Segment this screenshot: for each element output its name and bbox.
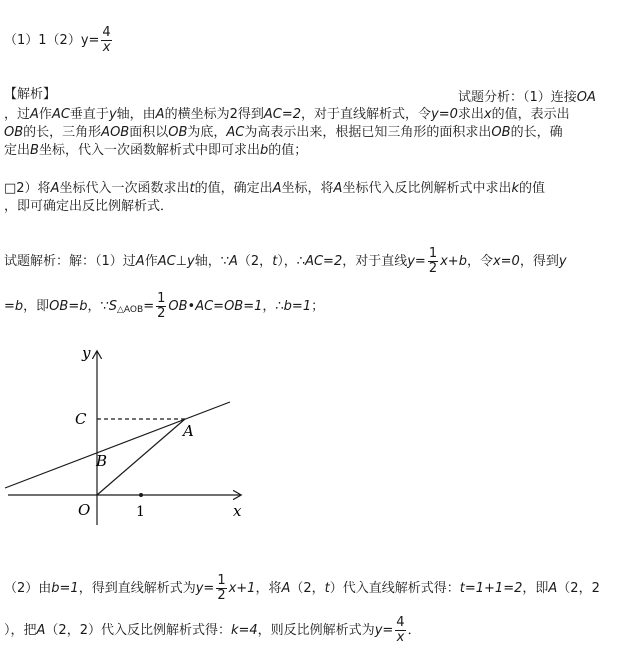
fraction-denominator: 2 <box>217 588 226 603</box>
t: 坐标代入反比例解析式中求出 <box>342 181 512 196</box>
tick-point <box>139 493 143 497</box>
var-OB: OB <box>4 125 24 140</box>
solution-part2-line-2 <box>4 616 421 645</box>
t: 的值，确定出 <box>194 181 273 196</box>
var-A: A <box>272 181 282 196</box>
point-b-label: B <box>96 452 108 470</box>
answer-text: （1）1（2）y= <box>4 33 100 48</box>
var-B: B <box>30 143 39 158</box>
analysis-heading: 【解析】 <box>4 87 57 102</box>
intro-text: 试题分析：（1）连接 <box>458 90 577 105</box>
analysis-intro <box>458 86 596 105</box>
t: （2， <box>290 581 325 596</box>
answer-line <box>4 26 114 55</box>
t: 轴，∵ <box>194 254 229 269</box>
t: 的值； <box>268 143 308 158</box>
analysis-line-4 <box>4 142 307 160</box>
coordinate-figure <box>0 340 260 530</box>
var-S: S <box>108 299 118 314</box>
eq-b1: b=1 <box>51 581 79 596</box>
var-AC: AC <box>157 254 176 269</box>
fraction-numerator: 4 <box>396 615 405 630</box>
t: 坐标代入一次函数求出 <box>59 181 190 196</box>
t: 的横坐标为2得到 <box>164 107 264 122</box>
var-t: t <box>272 254 278 269</box>
fraction-numerator: 1 <box>428 246 438 261</box>
eq-AC2: AC=2 <box>263 107 301 122</box>
t: ； <box>311 299 325 314</box>
fraction-numerator: 4 <box>102 25 111 40</box>
t: 作 <box>38 107 52 122</box>
t: 面积以 <box>129 125 169 140</box>
point-c-label: C <box>75 410 87 428</box>
t: ，过 <box>4 107 31 122</box>
var-A: A <box>30 107 39 122</box>
expr: x+b <box>440 254 467 269</box>
t: ，得到直线解析式为 <box>78 581 196 596</box>
analysis-line-3 <box>4 124 563 142</box>
expr: x+1 <box>228 581 256 596</box>
t: ），把 <box>4 623 37 638</box>
var-OB: OB <box>168 125 188 140</box>
t: 的值 <box>518 181 545 196</box>
var-y: y <box>108 107 117 122</box>
t: （2，2 <box>557 581 600 596</box>
var-A: A <box>548 581 558 596</box>
expr: =b <box>4 299 24 314</box>
subscript-AOB: △AOB <box>117 305 144 315</box>
line-ab <box>5 402 230 488</box>
eq-k4: k=4 <box>230 623 258 638</box>
var-A: A <box>36 623 46 638</box>
fraction-denominator: 2 <box>428 261 438 276</box>
var-AOB: AOB <box>101 125 130 140</box>
t: 为底， <box>187 125 227 140</box>
t: （2）由 <box>4 581 52 596</box>
var-A: A <box>281 581 291 596</box>
segment-oa <box>97 419 185 495</box>
eq-y: y= <box>407 254 426 269</box>
var-b: b <box>259 143 269 158</box>
eq-b1: b=1 <box>283 299 312 314</box>
answer-fraction <box>101 26 111 55</box>
t: ，将 <box>255 581 282 596</box>
solution-part2-line-1 <box>4 574 600 603</box>
eq-t2: t=1+1=2 <box>459 581 523 596</box>
t: 试题解析：解：（1）过 <box>4 254 136 269</box>
t: 垂直于 <box>69 107 109 122</box>
var-A: A <box>229 254 238 269</box>
fraction-numerator: 1 <box>217 573 226 588</box>
t: 轴，由 <box>116 107 156 122</box>
t: ，∴ <box>262 299 284 314</box>
y-axis-label: y <box>82 344 91 362</box>
eq-AC2: AC=2 <box>305 254 343 269</box>
t: ，对于直线 <box>342 254 408 269</box>
eq-x0: x=0 <box>492 254 520 269</box>
var-A: A <box>155 107 165 122</box>
var-AC: AC <box>51 107 70 122</box>
four-over-x-fraction <box>395 616 405 645</box>
fraction-denominator: x <box>102 40 111 55</box>
point-a-label: A <box>183 422 194 440</box>
var-A: A <box>135 254 145 269</box>
var-A: A <box>50 181 60 196</box>
fraction-denominator: x <box>396 630 405 645</box>
t: ，令 <box>466 254 493 269</box>
fraction-denominator: 2 <box>157 306 166 321</box>
t: 求出 <box>457 107 484 122</box>
solution-line-1 <box>4 247 567 276</box>
var-y: y <box>558 254 567 269</box>
eq-y: y= <box>195 581 215 596</box>
eq-y: y= <box>374 623 394 638</box>
analysis-part2-line-2: ，即可确定出反比例解析式． <box>4 199 174 214</box>
t: 定出 <box>4 143 31 158</box>
t: 的值，表示出 <box>491 107 570 122</box>
x-axis-label: x <box>233 502 242 520</box>
t: □2）将 <box>4 181 51 196</box>
t: ，得到 <box>519 254 559 269</box>
tick-label: 1 <box>136 504 145 520</box>
t: 坐标，代入一次函数解析式中即可求出 <box>38 143 260 158</box>
t: ． <box>407 623 421 638</box>
var-x: x <box>483 107 492 122</box>
t: ，对于直线解析式，令 <box>300 107 431 122</box>
half-fraction <box>156 292 166 321</box>
var-t: t <box>189 181 195 196</box>
t: ，即 <box>522 581 549 596</box>
var-AC: AC <box>226 125 245 140</box>
eq-OBb: OB=b <box>49 299 88 314</box>
t: ，即 <box>23 299 50 314</box>
analysis-part2-line-1 <box>4 180 545 198</box>
t: 的长，三角形 <box>23 125 102 140</box>
half-fraction <box>216 574 226 603</box>
analysis-line-2 <box>4 106 570 124</box>
t: 坐标，将 <box>281 181 334 196</box>
var-t: t <box>324 581 330 596</box>
fraction-numerator: 1 <box>157 291 166 306</box>
var-OB: OB <box>491 125 511 140</box>
t: （2， <box>237 254 273 269</box>
eq-y0: y=0 <box>431 107 458 122</box>
t: ）代入直线解析式得： <box>329 581 460 596</box>
half-fraction <box>428 247 438 276</box>
var-OA: OA <box>576 90 596 105</box>
t: ），∴ <box>277 254 306 269</box>
t: ，∵ <box>87 299 109 314</box>
var-A: A <box>333 181 343 196</box>
var-k: k <box>511 181 519 196</box>
t: 的长，确 <box>510 125 563 140</box>
t: = <box>143 299 155 314</box>
t: ，则反比例解析式为 <box>257 623 375 638</box>
var-y: y <box>187 254 195 269</box>
expr: OB•AC=OB=1 <box>168 299 263 314</box>
origin-label: O <box>78 501 91 519</box>
t: 为高表示出来，根据已知三角形的面积求出 <box>244 125 492 140</box>
t: 作 <box>144 254 158 269</box>
t: ⊥ <box>175 254 188 269</box>
t: （2，2）代入反比例解析式得： <box>45 623 231 638</box>
solution-line-2 <box>4 292 324 321</box>
